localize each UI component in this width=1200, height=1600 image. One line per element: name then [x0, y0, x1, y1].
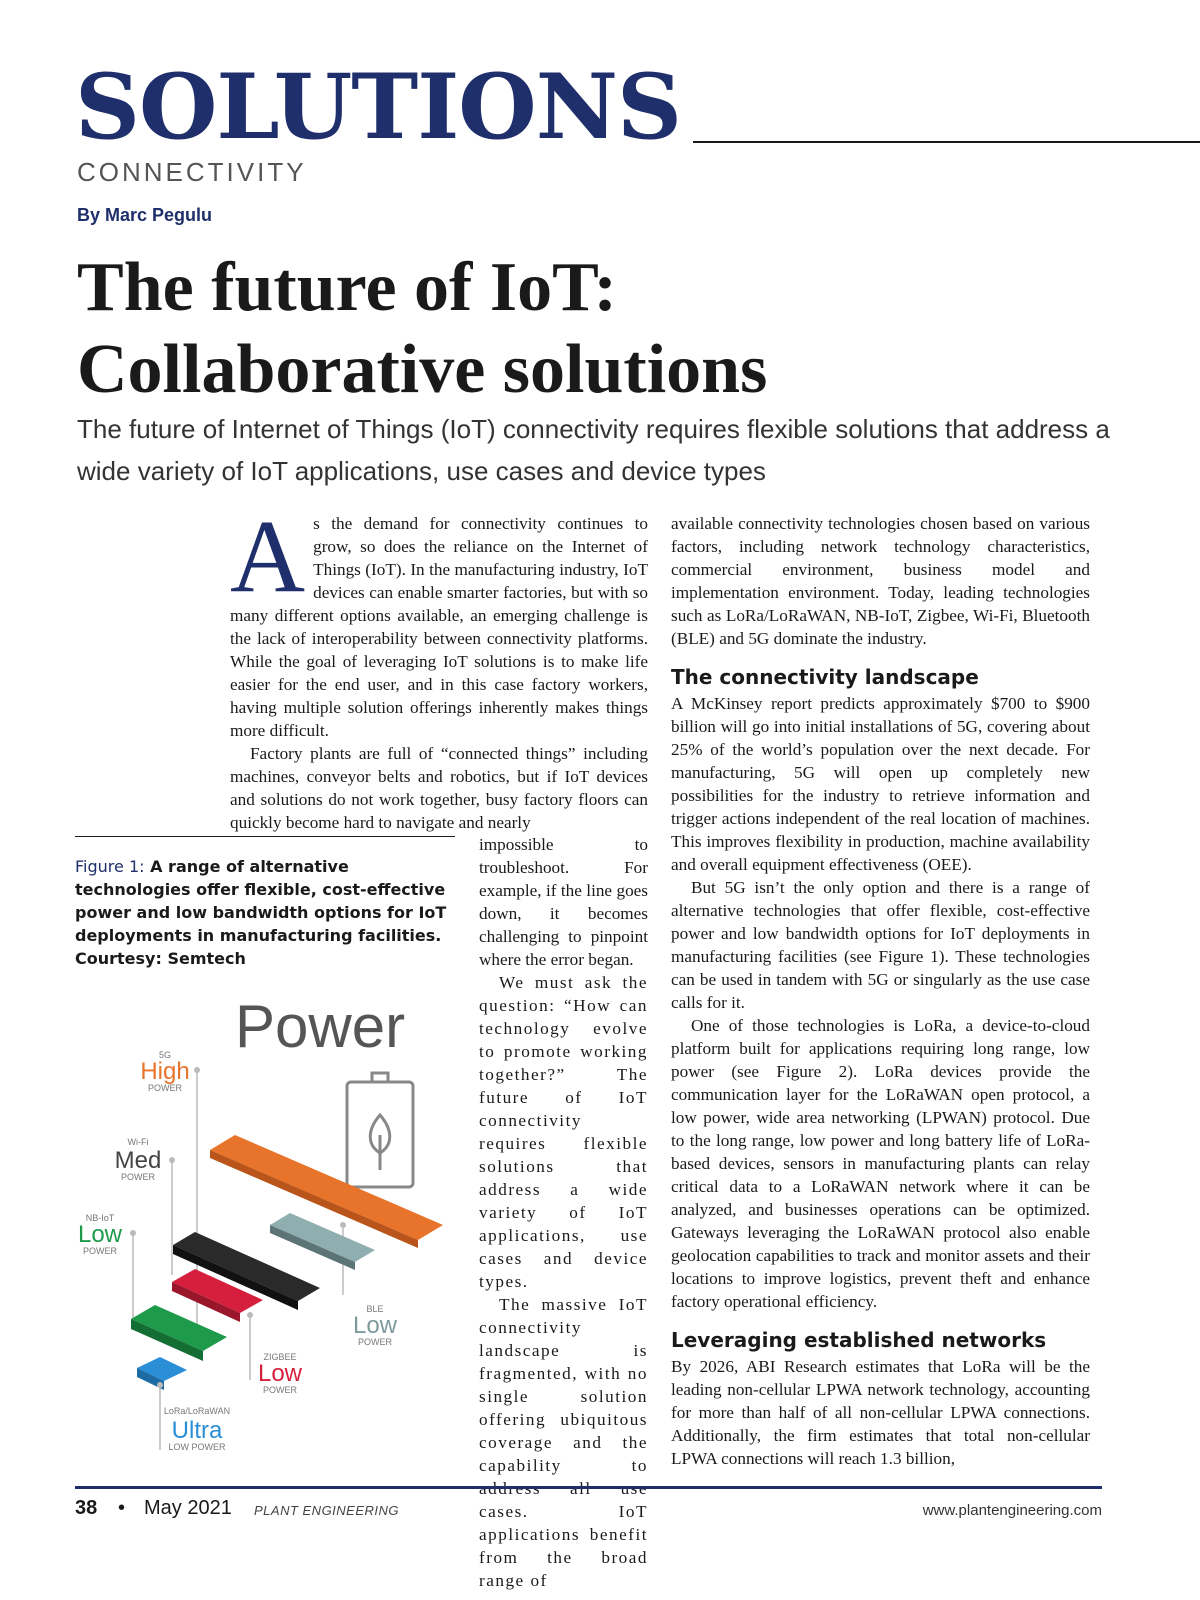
label-lora-tech: LoRa/LoRaWAN: [163, 1406, 231, 1416]
label-lora: [164, 1406, 230, 1452]
byline: By Marc Pegulu: [77, 205, 213, 225]
subhead-established-networks: Leveraging established networks: [671, 1328, 1047, 1352]
figure-caption-label: Figure 1:: [75, 857, 145, 876]
paragraph-9: By 2026, ABI Research estimates that LoRa will be the leading non-cellular LPWA network technology, accounting for more than half of all non-cellular LPWA connections. Additionally, the firm estimates that total non-cellular LPWA connections will reach 1.3 billion,: [671, 1357, 1090, 1468]
headline-line-1: The future of IoT:: [77, 249, 617, 326]
paragraph-2-start: Factory plants are full of “connected things” including machines, conveyor belts and robotics, but if IoT devices and solutions do not work together, busy factory floors can quickly become hard to navigate and nearly: [230, 744, 648, 832]
page-number: 38: [75, 1497, 98, 1519]
footer-bullet: •: [118, 1497, 126, 1519]
figure-caption: [75, 855, 460, 970]
label-zigbee-tech: ZIGBEE: [263, 1352, 297, 1362]
paragraph-6: A McKinsey report predicts approximately $700 to $900 billion will go into initial installations of 5G, covering about 25% of the world’s population over the next decade. For manufacturing, 5G will open up completely new possibilities for the industry to retrieve information and trigger actions independent of the real location of machines. This improves flexibility in production, machine availability and overall equipment effectiveness (OEE).: [671, 694, 1090, 874]
paragraph-1: s the demand for connectivity continues to grow, so does the reliance on the Internet of Things (IoT). In the manufacturing industry, IoT devices can enable smarter factories, but with so many different options available, an emerging challenge is the lack of interoperability between connectivity platforms. While the goal of leveraging IoT solutions is to make life easier for the end user, and in this case factory workers, having multiple solution offerings inherently makes things more difficult.: [230, 514, 648, 740]
column-1: [230, 499, 648, 834]
label-nbiot-tech: NB-IoT: [85, 1213, 115, 1223]
article-deck: The future of Internet of Things (IoT) connectivity requires flexible solutions that address a wide variety of IoT applications, use cases and device types: [77, 414, 1110, 486]
paragraph-5: available connectivity technologies chosen based on various factors, including network technology characteristics, commercial environment, business model and implementation environment. Today, leading technologies such as LoRa/LoRaWAN, NB-IoT, Zigbee, Wi-Fi, Bluetooth (BLE) and 5G dominate the industry.: [671, 514, 1090, 648]
label-wifi: [115, 1137, 162, 1182]
headline-line-2: Collaborative solutions: [77, 331, 768, 408]
section-subtitle: CONNECTIVITY: [77, 157, 307, 187]
label-5g-sub: POWER: [147, 1083, 183, 1093]
figure-caption-text: A range of alternative technologies offer flexible, cost-effective power and low bandwidth options for IoT deployments in manufacturing facilities. Courtesy: Semtech: [75, 857, 447, 968]
label-lora-level: Ultra: [171, 1417, 223, 1444]
label-5g-tech: 5G: [158, 1050, 172, 1060]
label-ble-level: Low: [352, 1312, 398, 1339]
label-zigbee: [258, 1352, 303, 1395]
footer-rule: [75, 1486, 1102, 1489]
label-zigbee-sub: POWER: [262, 1385, 298, 1395]
paragraph-7: But 5G isn’t the only option and there is a range of alternative technologies that offer flexible, cost-effective power and low bandwidth options for IoT deployments in manufacturing facilities (see Figure 1). These technologies can be used in tandem with 5G or singularly as the use case calls for it.: [671, 878, 1090, 1012]
paragraph-4: The massive IoT connectivity landscape is fragmented, with no single solution offering ubiquitous coverage and the capability to cases. IoT applications benefit from the broad range of: [479, 1295, 648, 1590]
label-ble-tech: BLE: [366, 1304, 384, 1314]
column-2: [671, 512, 1090, 1470]
label-wifi-sub: POWER: [120, 1172, 156, 1182]
figure-title: Power: [235, 993, 406, 1060]
subhead-connectivity-landscape: The connectivity landscape: [671, 665, 979, 689]
header-rule: [693, 141, 1200, 143]
label-wifi-level: Med: [114, 1147, 162, 1174]
section-title: SOLUTIONS: [75, 54, 681, 160]
label-5g-level: High: [140, 1058, 190, 1085]
label-nbiot-level: Low: [77, 1221, 123, 1248]
column-1-narrow: [479, 833, 648, 1592]
paragraph-3: We must ask the question: “How can technology evolve to promote working together?” The future of IoT connectivity requires flexible solutions that address a wide variety of IoT applications, use cases and device types.: [479, 973, 648, 1291]
label-lora-sub: LOW POWER: [168, 1442, 226, 1452]
label-wifi-tech: Wi-Fi: [127, 1137, 149, 1147]
drop-cap: A: [230, 499, 306, 614]
publication-name: PLANT ENGINEERING: [254, 1503, 400, 1518]
bar-nbiot-low-power: [131, 1305, 227, 1361]
battery-icon: [347, 1073, 413, 1187]
figure-1-power-illustration: [75, 985, 465, 1465]
label-ble: [353, 1304, 398, 1347]
article-headline: [77, 247, 767, 411]
paragraph-8: One of those technologies is LoRa, a device-to-cloud platform built for applications requiring long range, low power (see Figure 2). LoRa devices provide the communication layer for the LoRaWAN open protocol, a low power, wide area networking (LPWAN) protocol. Due to the long range, low power and long battery life of LoRa-based devices, sensors in manufacturing plants can relay critical data to a LoRaWAN network where it can be analyzed, and businesses operations can be optimized. Gateways leveraging the LoRaWAN protocol also enable geolocation capabilities to track and monitor assets and their locations to improve logistics, prevent theft and enhance factory operational efficiency.: [671, 1016, 1090, 1311]
paragraph-2-end: impossible to troubleshoot. For example, if the line goes down, it becomes challenging to pinpoint where the error began.: [479, 835, 648, 969]
label-nbiot: [78, 1213, 123, 1256]
label-5g: [140, 1050, 189, 1093]
publication-url[interactable]: www.plantengineering.com: [922, 1502, 1102, 1519]
figure-rule: [75, 836, 455, 837]
label-nbiot-sub: POWER: [82, 1246, 118, 1256]
label-ble-sub: POWER: [357, 1337, 393, 1347]
issue-date: May 2021: [144, 1497, 232, 1519]
label-zigbee-level: Low: [257, 1360, 303, 1387]
